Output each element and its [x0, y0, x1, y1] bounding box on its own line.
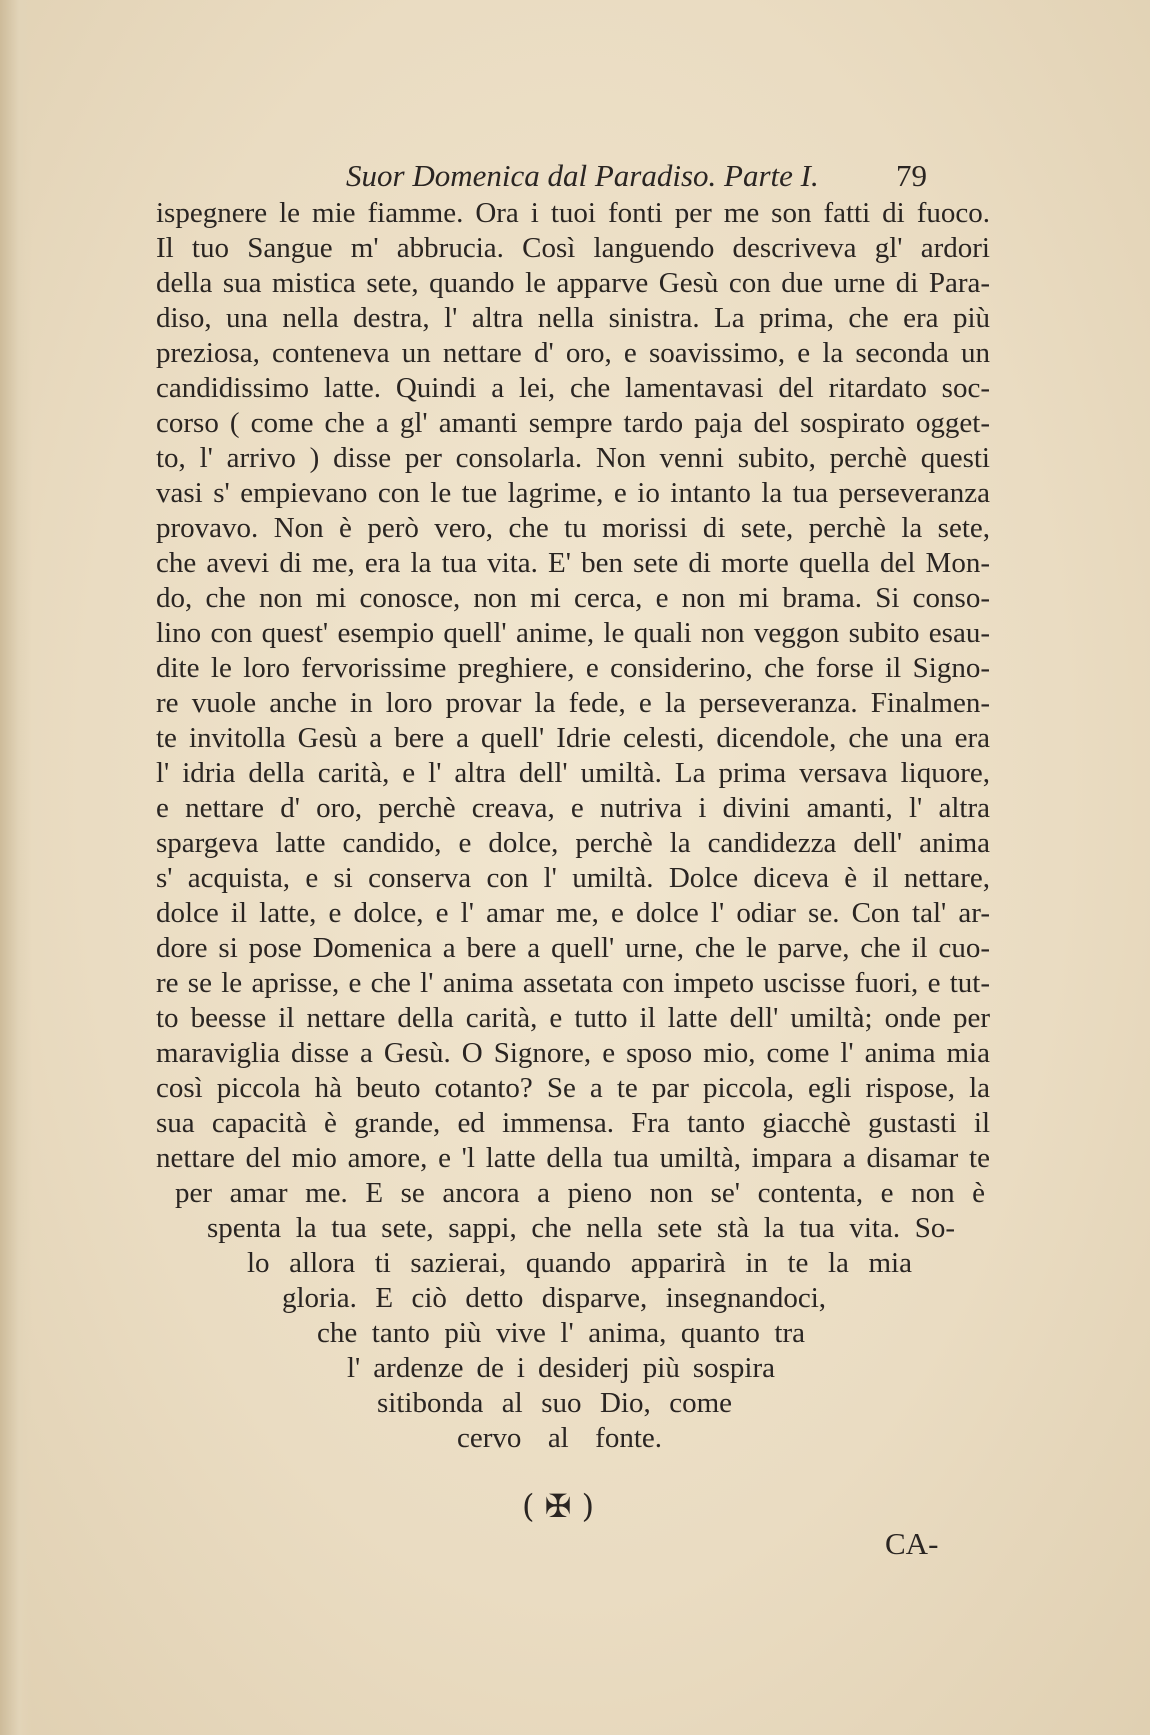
- text-line: dite le loro fervorissime preghiere, e considerino, che forse il Signo-: [156, 652, 990, 684]
- running-title: Suor Domenica dal Paradiso. Parte I.: [346, 158, 819, 193]
- text-line: gloria. E ciò detto disparve, insegnandoci,: [282, 1282, 826, 1314]
- text-line: do, che non mi conosce, non mi cerca, e non mi brama. Si conso-: [156, 582, 990, 614]
- text-line: vasi s' empievano con le tue lagrime, e io intanto la tua perseveranza: [156, 477, 990, 509]
- text-line: l' ardenze de i desiderj più sospira: [347, 1352, 775, 1384]
- text-line: to, l' arrivo ) disse per consolarla. Non venni subito, perchè questi: [156, 442, 990, 474]
- text-line: Il tuo Sangue m' abbrucia. Così languendo descriveva gl' ardori: [156, 232, 990, 264]
- text-line: preziosa, conteneva un nettare d' oro, e soavissimo, e la seconda un: [156, 337, 990, 369]
- text-line: per amar me. E se ancora a pieno non se' contenta, e non è: [175, 1177, 985, 1209]
- text-line: dolce il latte, e dolce, e l' amar me, e dolce l' odiar se. Con tal' ar-: [156, 897, 990, 929]
- page-binding-edge: [0, 0, 32, 1735]
- text-line: s' acquista, e si conserva con l' umiltà. Dolce diceva è il nettare,: [156, 862, 990, 894]
- text-line: sua capacità è grande, ed immensa. Fra tanto giacchè gustasti il: [156, 1107, 990, 1139]
- text-line: della sua mistica sete, quando le apparve Gesù con due urne di Para-: [156, 267, 990, 299]
- text-line: re se le aprisse, e che l' anima assetata con impeto uscisse fuori, e tut-: [156, 967, 990, 999]
- text-line: così piccola hà beuto cotanto? Se a te par piccola, egli rispose, la: [156, 1072, 990, 1104]
- text-line: spenta la tua sete, sappi, che nella sete stà la tua vita. So-: [207, 1212, 955, 1244]
- text-line: ispegnere le mie fiamme. Ora i tuoi fonti per me son fatti di fuoco.: [156, 197, 990, 229]
- page-header: [346, 158, 946, 198]
- text-line: candidissimo latte. Quindi a lei, che lamentavasi del ritardato soc-: [156, 372, 990, 404]
- text-line: nettare del mio amore, e 'l latte della tua umiltà, impara a disamar te: [156, 1142, 990, 1174]
- text-line: spargeva latte candido, e dolce, perchè la candidezza dell' anima: [156, 827, 990, 859]
- text-line: te invitolla Gesù a bere a quell' Idrie celesti, dicendole, che una era: [156, 722, 990, 754]
- text-line: lo allora ti sazierai, quando apparirà in te la mia: [247, 1247, 912, 1279]
- text-line: to beesse il nettare della carità, e tutto il latte dell' umiltà; onde per: [156, 1002, 990, 1034]
- catchword: CA-: [885, 1526, 939, 1561]
- text-line: re vuole anche in loro provar la fede, e la perseveranza. Finalmen-: [156, 687, 990, 719]
- text-line: cervo al fonte.: [457, 1422, 662, 1454]
- text-line: corso ( come che a gl' amanti sempre tardo paja del sospirato ogget-: [156, 407, 990, 439]
- signature-mark: ( ✠ ): [521, 1487, 595, 1525]
- page-number: 79: [896, 158, 927, 193]
- text-line: sitibonda al suo Dio, come: [377, 1387, 732, 1419]
- text-line: e nettare d' oro, perchè creava, e nutriva i divini amanti, l' altra: [156, 792, 990, 824]
- text-line: che tanto più vive l' anima, quanto tra: [317, 1317, 805, 1349]
- text-line: che avevi di me, era la tua vita. E' ben sete di morte quella del Mon-: [156, 547, 990, 579]
- text-line: diso, una nella destra, l' altra nella sinistra. La prima, che era più: [156, 302, 990, 334]
- text-line: lino con quest' esempio quell' anime, le quali non veggon subito esau-: [156, 617, 990, 649]
- text-line: l' idria della carità, e l' altra dell' umiltà. La prima versava liquore,: [156, 757, 990, 789]
- text-line: provavo. Non è però vero, che tu morissi di sete, perchè la sete,: [156, 512, 990, 544]
- text-line: maraviglia disse a Gesù. O Signore, e sposo mio, come l' anima mia: [156, 1037, 990, 1069]
- text-line: dore si pose Domenica a bere a quell' urne, che le parve, che il cuo-: [156, 932, 990, 964]
